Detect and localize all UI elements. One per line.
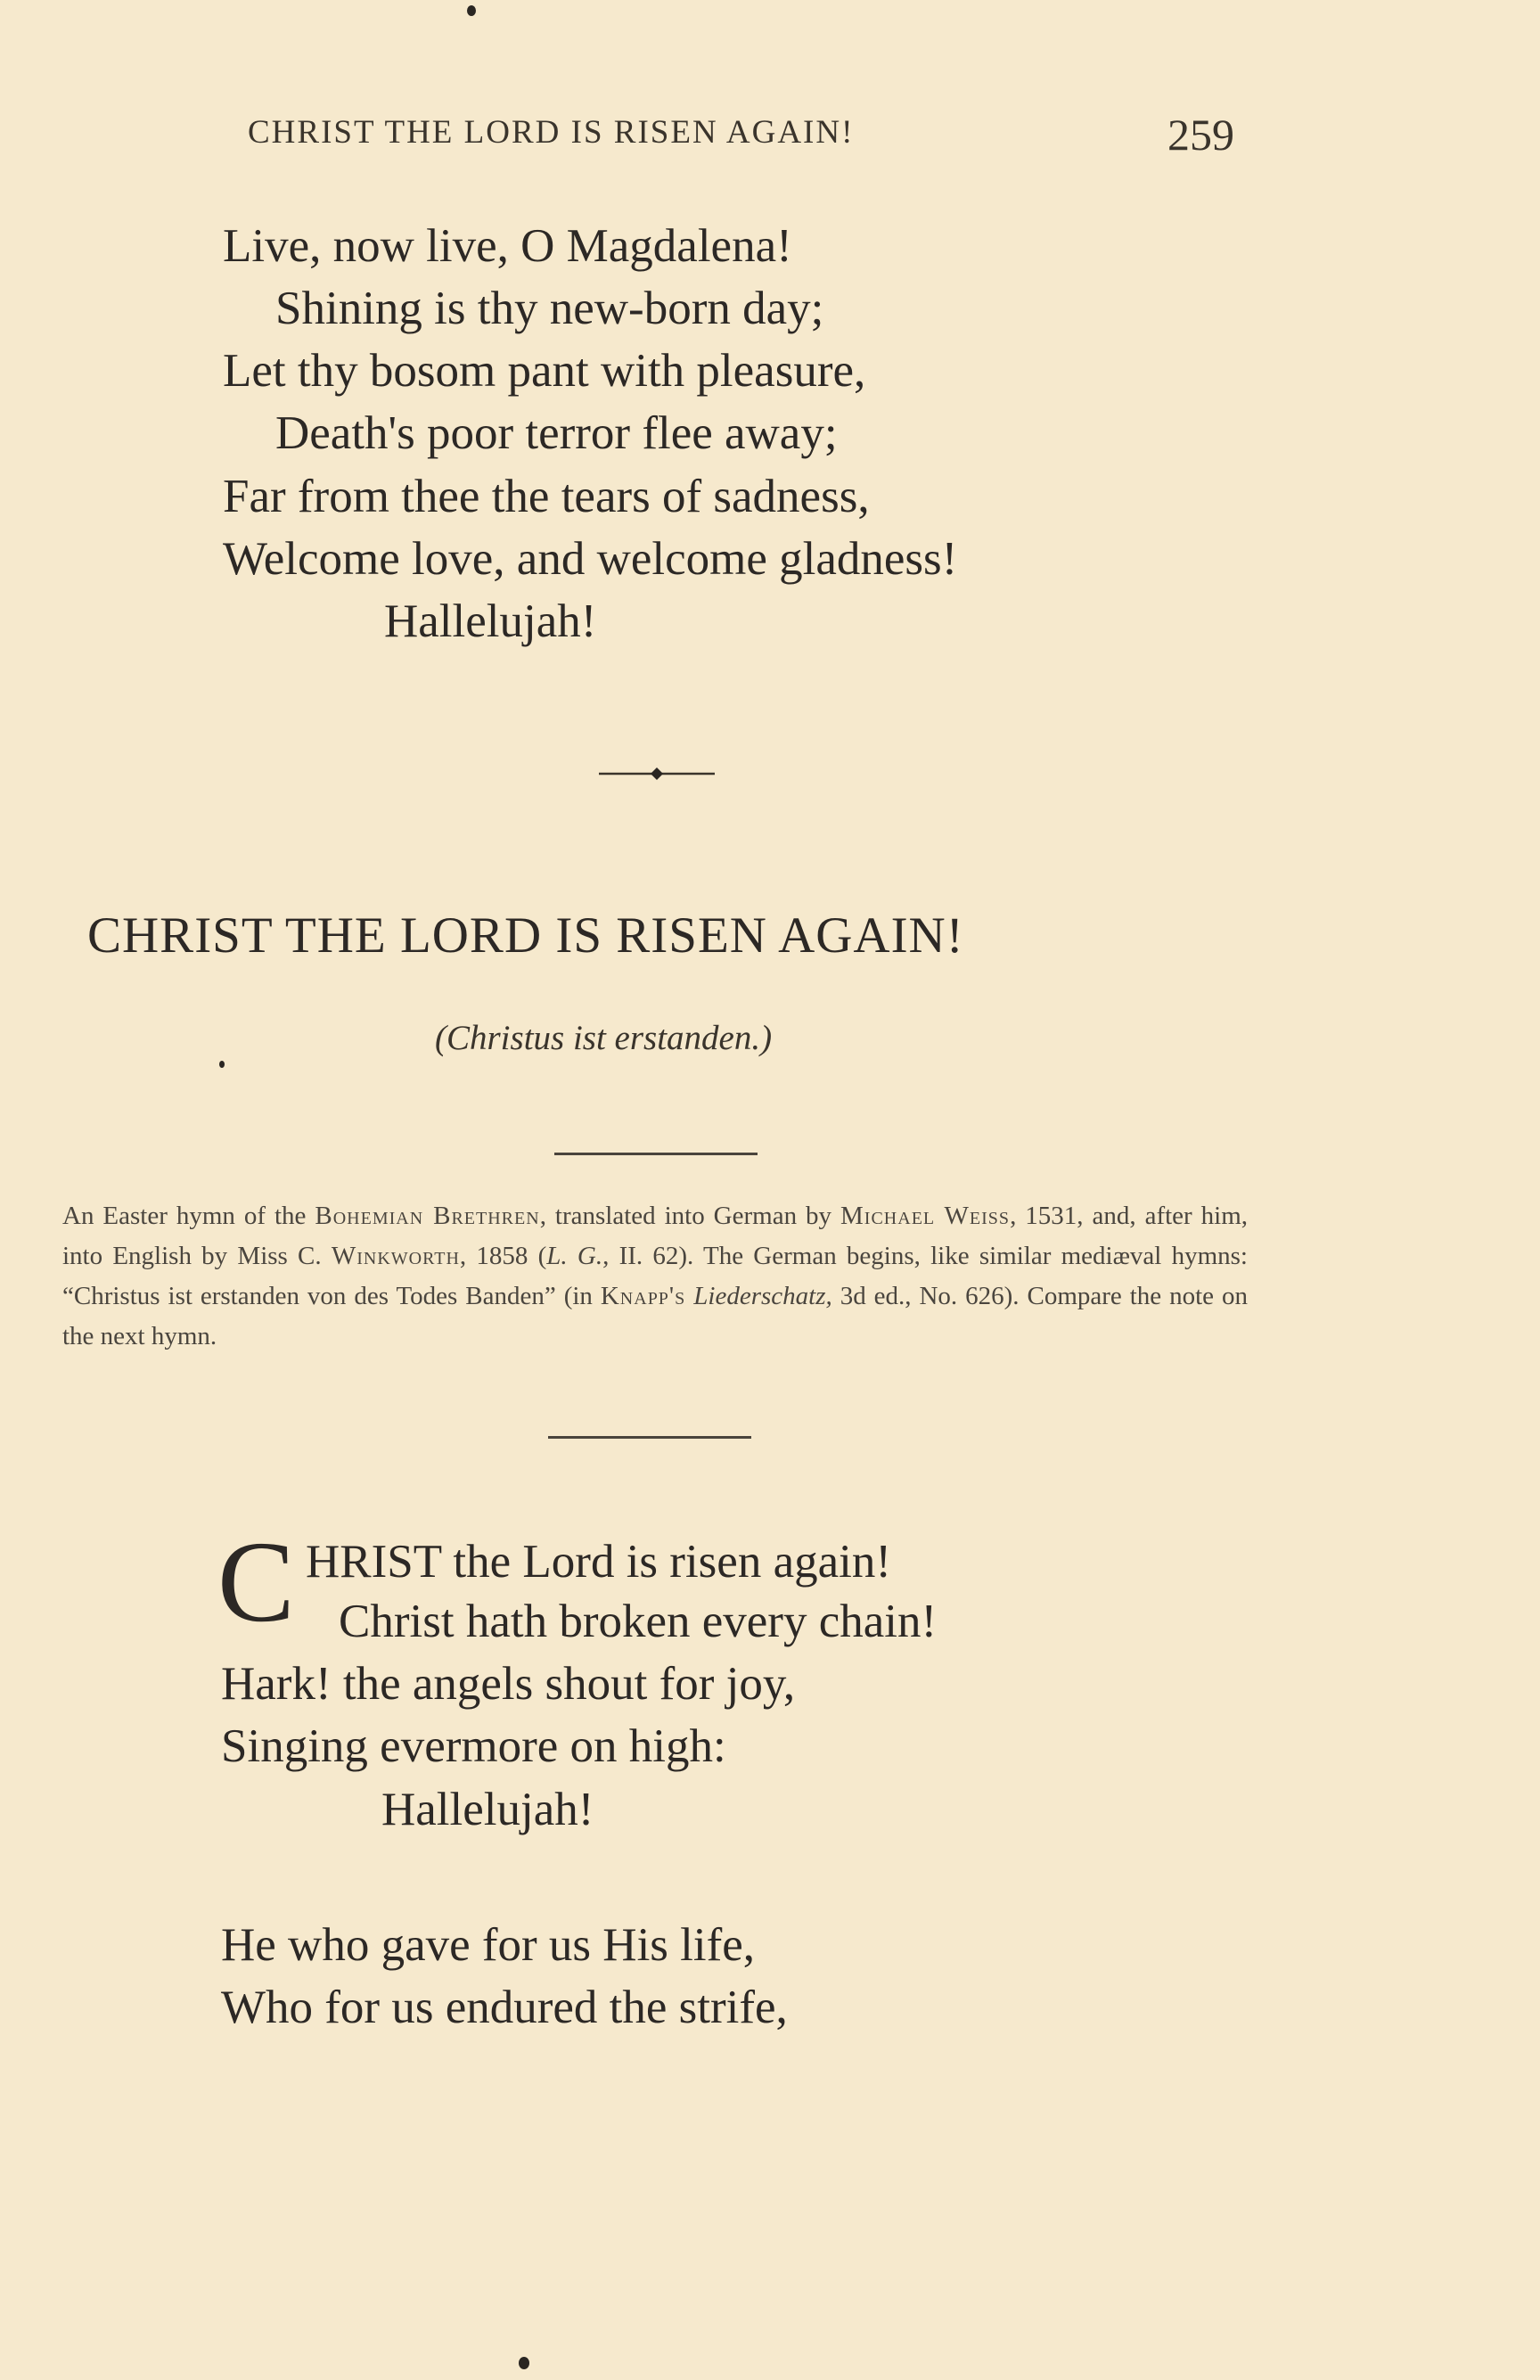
rule-divider bbox=[554, 1153, 758, 1155]
verse-line-first: HRIST the Lord is risen again! bbox=[306, 1536, 891, 1588]
ink-speck bbox=[219, 1061, 225, 1068]
ink-speck bbox=[519, 2357, 529, 2369]
verse-line: Who for us endured the strife, bbox=[221, 1982, 788, 2033]
hymn-note bbox=[62, 1196, 1248, 1357]
verse-line-refrain: Hallelujah! bbox=[384, 595, 597, 647]
verse-line: Death's poor terror flee away; bbox=[275, 407, 838, 459]
verse-line: Christ hath broken every chain! bbox=[339, 1596, 938, 1647]
ink-speck bbox=[467, 5, 476, 16]
hymn-title: CHRIST THE LORD IS RISEN AGAIN! bbox=[87, 907, 964, 964]
verse-line: Singing evermore on high: bbox=[221, 1720, 726, 1772]
running-head-title: CHRIST THE LORD IS RISEN AGAIN! bbox=[248, 114, 855, 151]
page-number: 259 bbox=[1167, 110, 1234, 160]
rule-divider bbox=[548, 1436, 751, 1439]
drop-cap-initial: C bbox=[217, 1518, 295, 1646]
verse-line: Shining is thy new-born day; bbox=[275, 283, 824, 334]
verse-line: Far from thee the tears of sadness, bbox=[223, 471, 870, 522]
note-paragraph: An Easter hymn of the Bohemian Brethren, translated into German by Michael Weiss, 1531, and, after him, into English by Miss C. Winkworth, 1858 (L. G., II. 62). The German begins, like similar mediæval hymns: “Christus ist erstanden von des Todes Banden” (in Knapp's Liederschatz, 3d ed., No. 626). Compare the note on the next hymn. bbox=[62, 1202, 1249, 1350]
verse-line: Let thy bosom pant with pleasure, bbox=[223, 345, 866, 397]
note-name-winkworth: Winkworth bbox=[331, 1242, 460, 1270]
note-name-knapp: Knapp's bbox=[600, 1282, 686, 1310]
verse-line: Hark! the angels shout for joy, bbox=[221, 1658, 796, 1710]
hymn-subtitle: (Christus ist erstanden.) bbox=[435, 1019, 773, 1057]
verse-line-refrain: Hallelujah! bbox=[381, 1784, 594, 1835]
note-name-weiss: Michael Weiss bbox=[840, 1202, 1011, 1230]
verse-line: Welcome love, and welcome gladness! bbox=[223, 533, 958, 585]
ornament-divider bbox=[599, 765, 715, 783]
note-abbrev-lg: L. G. bbox=[546, 1242, 603, 1270]
verse-line: He who gave for us His life, bbox=[221, 1919, 756, 1971]
note-name-bohemian-brethren: Bohemian Brethren bbox=[315, 1202, 540, 1230]
verse-line: Live, now live, O Magdalena! bbox=[223, 220, 792, 272]
note-book-title: Liederschatz, bbox=[693, 1282, 832, 1310]
